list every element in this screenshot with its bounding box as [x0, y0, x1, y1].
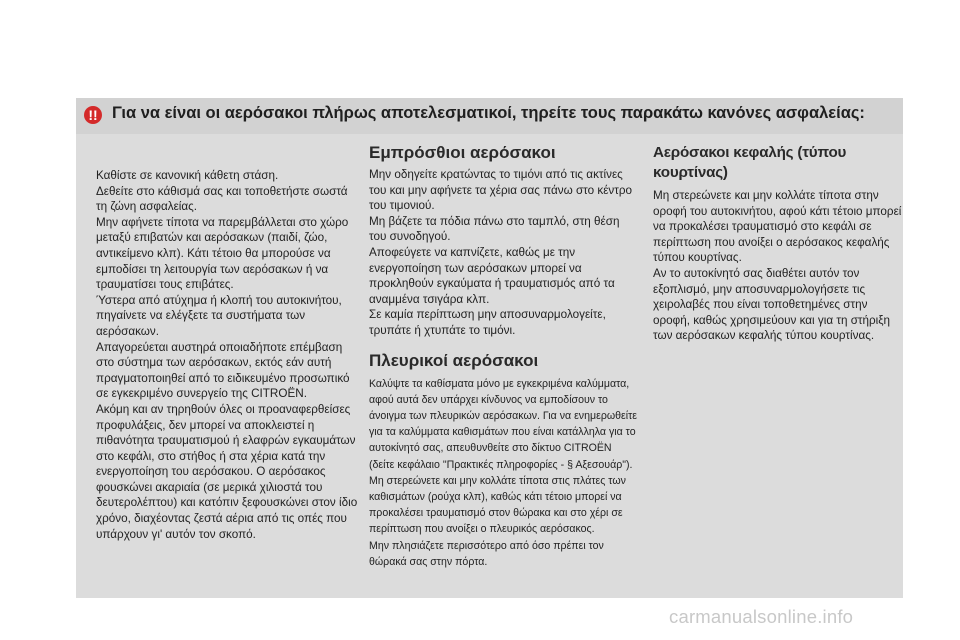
warning-icon: !! [84, 106, 102, 124]
side-paragraph: Καλύψτε τα καθίσματα μόνο με εγκεκριμένα καλύμματα, αφού αυτά δεν υπάρχει κίνδυνος να εμποδίσουν το άνοιγμα των πλευρικών αερόσακων. Για να ενημερωθείτε για τα καλύμματα καθισμάτων που είναι κατάλληλα για το αυτοκίνητό σας, απευθυνθείτε στο δίκτυο CITROËN (δείτε κεφάλαιο "Πρακτικές πληροφορίες - § Αξεσουάρ"). [369, 377, 637, 471]
curtain-airbags-text [653, 188, 903, 344]
general-paragraph: Απαγορεύεται αυστηρά οποιαδήποτε επέμβαση στο σύστημα των αερόσακων, εκτός εάν αυτή πραγματοποιηθεί από το ειδικευμένο προσωπικό σε εγκεκριμένο συνεργείο της CITROËN. [96, 340, 350, 401]
front-paragraph: Μη βάζετε τα πόδια πάνω στο ταμπλό, στη θέση του συνοδηγού. [369, 214, 620, 244]
side-airbags-text [369, 376, 637, 570]
general-rules-text [96, 168, 358, 542]
site-watermark: carmanualsonline.info [669, 606, 854, 627]
front-paragraph: Μην οδηγείτε κρατώντας το τιμόνι από τις ακτίνες του και μην αφήνετε τα χέρια σας πάνω στο κέντρο του τιμονιού. [369, 168, 633, 213]
general-paragraph: Καθίστε σε κανονική κάθετη στάση. [96, 169, 279, 182]
front-paragraph: Σε καμία περίπτωση μην αποσυναρμολογείτε, τρυπάτε ή χτυπάτε το τιμόνι. [369, 308, 606, 337]
front-side-column [369, 143, 637, 570]
front-airbags-text [369, 167, 637, 339]
curtain-column [653, 143, 903, 344]
banner-title: Για να είναι οι αερόσακοι πλήρως αποτελεσματικοί, τηρείτε τους παρακάτω κανόνες ασφαλείας: [112, 104, 865, 122]
front-paragraph: Αποφεύγετε να καπνίζετε, καθώς με την ενεργοποίηση των αερόσακων μπορεί να προκληθούν εγκαύματα ή τραυματισμός από τα αναμμένα τσιγάρα κλπ. [369, 245, 615, 306]
general-rules-column [96, 168, 358, 542]
curtain-paragraph: Μη στερεώνετε και μην κολλάτε τίποτα στην οροφή του αυτοκινήτου, αφού κάτι τέτοιο μπορεί να προκαλέσει τραυματισμό στο κεφάλι σε περίπτωση που ανοίξει ο αερόσακος κεφαλής τύπου κουρτίνας. [653, 189, 902, 265]
general-paragraph: Μην αφήνετε τίποτα να παρεμβάλλεται στο χώρο μεταξύ επιβατών και αερόσακων (παιδί, ζώο, αντικείμενο κλπ). Κάτι τέτοιο θα μπορούσε να εμποδίσει τη λειτουργία των αερόσακων ή να τραυματίσει τους επιβάτες. [96, 215, 349, 292]
front-airbags-heading: Εμπρόσθιοι αερόσακοι [369, 143, 556, 162]
general-paragraph: Ύστερα από ατύχημα ή κλοπή του αυτοκινήτου, πηγαίνετε να ελέγξετε τα συστήματα των αερόσακων. [96, 293, 342, 338]
side-airbags-heading: Πλευρικοί αερόσακοι [369, 350, 539, 370]
side-paragraph: Μην πλησιάζετε περισσότερο από όσο πρέπει τον θώρακά σας στην πόρτα. [369, 539, 604, 568]
curtain-paragraph: Αν το αυτοκίνητό σας διαθέτει αυτόν τον εξοπλισμό, μην αποσυναρμολογήσετε τις χειρολαβές που είναι τοποθετημένες στην οροφή, καθώς χρησιμεύουν και για τη στήριξη των αερόσακων κεφαλής τύπου κουρτίνας. [653, 266, 891, 343]
general-paragraph: Δεθείτε στο κάθισμά σας και τοποθετήστε σωστά τη ζώνη ασφαλείας. [96, 184, 348, 214]
curtain-airbags-heading: Αερόσακοι κεφαλής (τύπου κουρτίνας) [653, 144, 847, 181]
side-paragraph: Μη στερεώνετε και μην κολλάτε τίποτα στις πλάτες των καθισμάτων (ρούχα κλπ), καθώς κάτι τέτοιο μπορεί να προκαλέσει τραυματισμό στον θώρακα και στο χέρι σε περίπτωση που ανοίξει ο πλευρικός αερόσακος. [369, 474, 626, 536]
general-paragraph: Ακόμη και αν τηρηθούν όλες οι προαναφερθείσες προφυλάξεις, δεν μπορεί να αποκλειστεί η πιθανότητα τραυματισμού ή ελαφρών εγκαυμάτων στο κεφάλι, στο στήθος ή στα χέρια κατά την ενεργοποίηση του αερόσακου. Ο αερόσακος φουσκώνει ακαριαία (σε μερικά χιλιοστά του δευτερολέπτου) και κατόπιν ξεφουσκώνει στον ίδιο χρόνο, διαχέοντας ζεστά αέρια από τις οπές που υπάρχουν γι' αυτόν τον σκοπό. [96, 402, 358, 541]
